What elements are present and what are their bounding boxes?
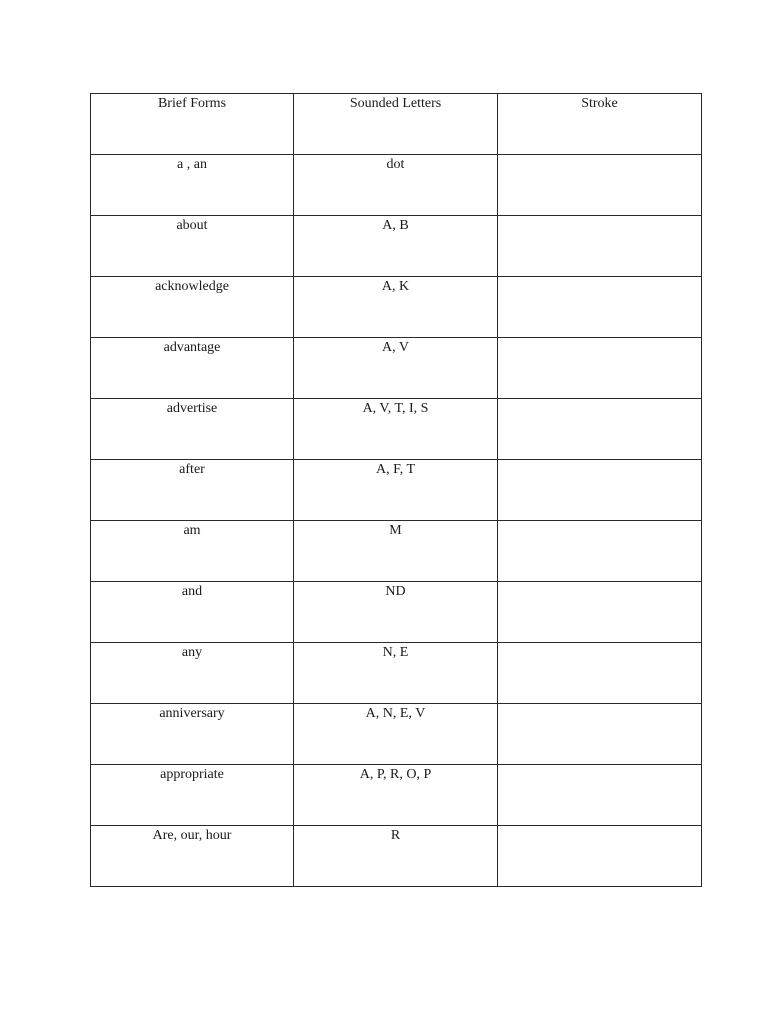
brief-form-cell	[91, 582, 294, 643]
stroke-cell	[498, 704, 702, 765]
sounded-letters-cell	[294, 155, 498, 216]
table-header-row	[91, 94, 702, 155]
brief-form-cell-text: Are, our, hour	[152, 828, 232, 843]
sounded-letters-cell	[294, 277, 498, 338]
stroke-cell	[498, 826, 702, 887]
header-label: Stroke	[581, 96, 618, 111]
stroke-cell	[498, 399, 702, 460]
table-row	[91, 399, 702, 460]
header-brief-forms	[91, 94, 294, 155]
sounded-letters-cell-text: A, V	[382, 340, 409, 355]
header-label: Brief Forms	[157, 96, 227, 111]
stroke-cell-text	[498, 765, 701, 767]
sounded-letters-cell-text: A, F, T	[375, 462, 416, 477]
brief-form-cell-text: am	[183, 523, 201, 538]
sounded-letters-cell-text: dot	[386, 157, 405, 172]
stroke-cell-text	[498, 338, 701, 340]
stroke-cell	[498, 765, 702, 826]
table-row	[91, 155, 702, 216]
sounded-letters-cell-text: N, E	[382, 645, 409, 660]
sounded-letters-cell-text: M	[389, 523, 402, 538]
stroke-cell-text	[498, 521, 701, 523]
table-row	[91, 704, 702, 765]
brief-form-cell-text: a , an	[177, 157, 207, 172]
stroke-cell	[498, 277, 702, 338]
brief-form-cell-text: about	[176, 218, 208, 233]
stroke-cell-text	[498, 216, 701, 218]
stroke-cell	[498, 521, 702, 582]
brief-form-cell-text: any	[181, 645, 203, 660]
sounded-letters-cell-text: A, B	[382, 218, 409, 233]
sounded-letters-cell-text: R	[390, 828, 401, 843]
stroke-cell	[498, 643, 702, 704]
brief-form-cell-text: advantage	[163, 340, 221, 355]
table-row	[91, 826, 702, 887]
stroke-cell	[498, 216, 702, 277]
sounded-letters-cell-text: A, N, E, V	[365, 706, 426, 721]
brief-form-cell	[91, 155, 294, 216]
sounded-letters-cell	[294, 216, 498, 277]
header-sounded-letters	[294, 94, 498, 155]
brief-form-cell	[91, 765, 294, 826]
stroke-cell-text	[498, 582, 701, 584]
sounded-letters-cell	[294, 704, 498, 765]
stroke-cell	[498, 155, 702, 216]
brief-form-cell	[91, 338, 294, 399]
brief-form-cell	[91, 643, 294, 704]
sounded-letters-cell	[294, 582, 498, 643]
stroke-cell-text	[498, 155, 701, 157]
brief-form-cell-text: after	[179, 462, 205, 477]
brief-form-cell	[91, 521, 294, 582]
stroke-cell-text	[498, 643, 701, 645]
stroke-cell-text	[498, 399, 701, 401]
sounded-letters-cell	[294, 643, 498, 704]
sounded-letters-cell	[294, 521, 498, 582]
sounded-letters-cell-text: ND	[385, 584, 406, 599]
table-row	[91, 643, 702, 704]
table-row	[91, 521, 702, 582]
brief-form-cell-text: and	[181, 584, 203, 599]
brief-form-cell-text: anniversary	[159, 706, 225, 721]
brief-form-cell	[91, 277, 294, 338]
sounded-letters-cell	[294, 399, 498, 460]
brief-form-cell-text: acknowledge	[155, 279, 229, 294]
stroke-cell-text	[498, 460, 701, 462]
table-row	[91, 765, 702, 826]
brief-form-cell	[91, 460, 294, 521]
stroke-cell	[498, 460, 702, 521]
stroke-cell-text	[498, 704, 701, 706]
brief-forms-table	[90, 93, 702, 887]
header-label: Sounded Letters	[349, 96, 442, 111]
table-body	[91, 94, 702, 887]
sounded-letters-cell-text: A, K	[381, 279, 410, 294]
sounded-letters-cell	[294, 826, 498, 887]
stroke-cell	[498, 338, 702, 399]
stroke-cell-text	[498, 277, 701, 279]
stroke-cell	[498, 582, 702, 643]
brief-form-cell-text: advertise	[166, 401, 218, 416]
brief-form-cell	[91, 826, 294, 887]
table-row	[91, 338, 702, 399]
sounded-letters-cell-text: A, V, T, I, S	[362, 401, 429, 416]
sounded-letters-cell	[294, 338, 498, 399]
sounded-letters-cell-text: A, P, R, O, P	[359, 767, 432, 782]
table-row	[91, 582, 702, 643]
header-stroke	[498, 94, 702, 155]
sounded-letters-cell	[294, 460, 498, 521]
table-row	[91, 460, 702, 521]
table-row	[91, 277, 702, 338]
sounded-letters-cell	[294, 765, 498, 826]
stroke-cell-text	[498, 826, 701, 828]
brief-form-cell	[91, 216, 294, 277]
brief-form-cell	[91, 399, 294, 460]
table-row	[91, 216, 702, 277]
brief-form-cell-text: appropriate	[160, 767, 224, 782]
brief-form-cell	[91, 704, 294, 765]
